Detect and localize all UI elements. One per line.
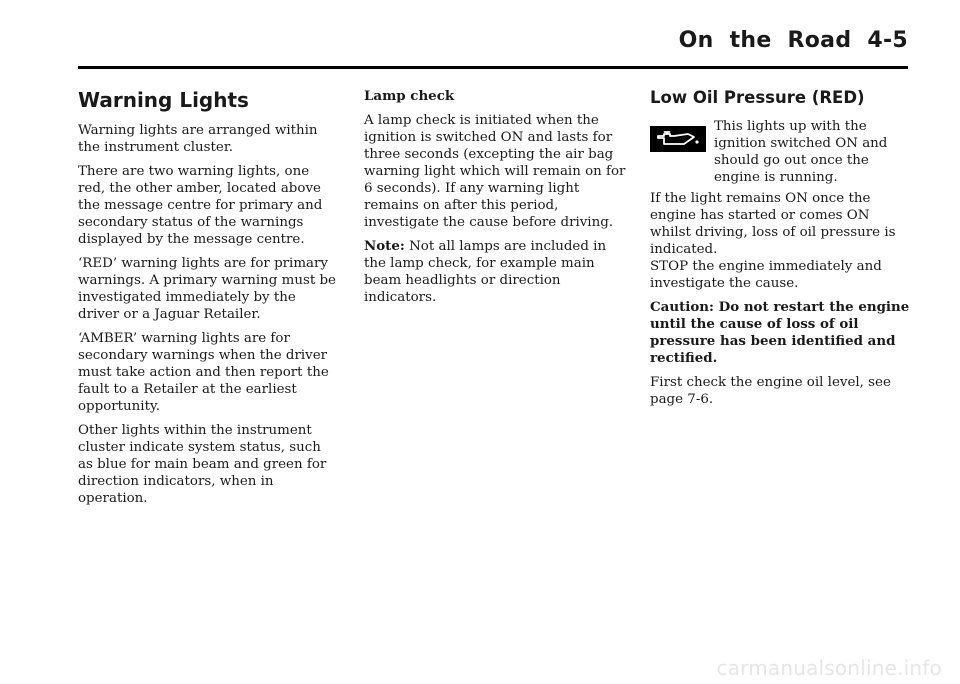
oil-can-icon — [650, 126, 706, 152]
paragraph: STOP the engine immediately and investigate the cause. — [650, 259, 882, 291]
column-low-oil-pressure — [650, 84, 912, 415]
paragraph: Warning lights are arranged within the instrument cluster. — [78, 123, 318, 155]
section-heading-low-oil-pressure: Low Oil Pressure (RED) — [650, 88, 865, 107]
paragraph: There are two warning lights, one red, the other amber, located above the message centre for primary and secondary status of the warnings displayed by the message centre. — [78, 164, 323, 247]
note-text: Not all lamps are included in the lamp check, for example main beam headlights or direction indicators. — [364, 239, 607, 305]
note-label: Note: — [364, 238, 405, 254]
page-number: 4-5 — [867, 28, 908, 53]
chapter-title: On the Road — [678, 28, 852, 53]
paragraph: ‘AMBER’ warning lights are for secondary warnings when the driver must take action and then report the fault to a Retailer at the earliest opportunity. — [78, 331, 329, 414]
icon-description: This lights up with the ignition switched ON and should go out once the engine is running. — [714, 119, 888, 185]
page-header — [679, 28, 908, 53]
paragraph: If the light remains ON once the engine has started or comes ON whilst driving, loss of oil pressure is indicated. — [650, 191, 896, 257]
paragraph: A lamp check is initiated when the ignition is switched ON and lasts for three seconds (excepting the air bag warning light which will remain on for 6 seconds). If any warning light remains on after this period, investigate the cause before driving. — [364, 113, 626, 230]
caution-text: Caution: Do not restart the engine until the cause of loss of oil pressure has been identified and rectified. — [650, 299, 910, 366]
note — [364, 238, 626, 306]
watermark: carmanualsonline.info — [716, 656, 942, 680]
column-lamp-check — [364, 88, 626, 313]
paragraph: ‘RED’ warning lights are for primary warnings. A primary warning must be investigated immediately by the driver or a Jaguar Retailer. — [78, 256, 336, 322]
paragraph: Other lights within the instrument cluster indicate system status, such as blue for main beam and green for direction indicators, when in operation. — [78, 423, 327, 506]
subheading-lamp-check: Lamp check — [364, 88, 455, 104]
column-warning-lights — [78, 84, 336, 514]
paragraph: First check the engine oil level, see page 7-6. — [650, 375, 891, 407]
section-heading-warning-lights: Warning Lights — [78, 88, 249, 112]
icon-row — [650, 118, 912, 186]
header-rule — [78, 66, 908, 69]
